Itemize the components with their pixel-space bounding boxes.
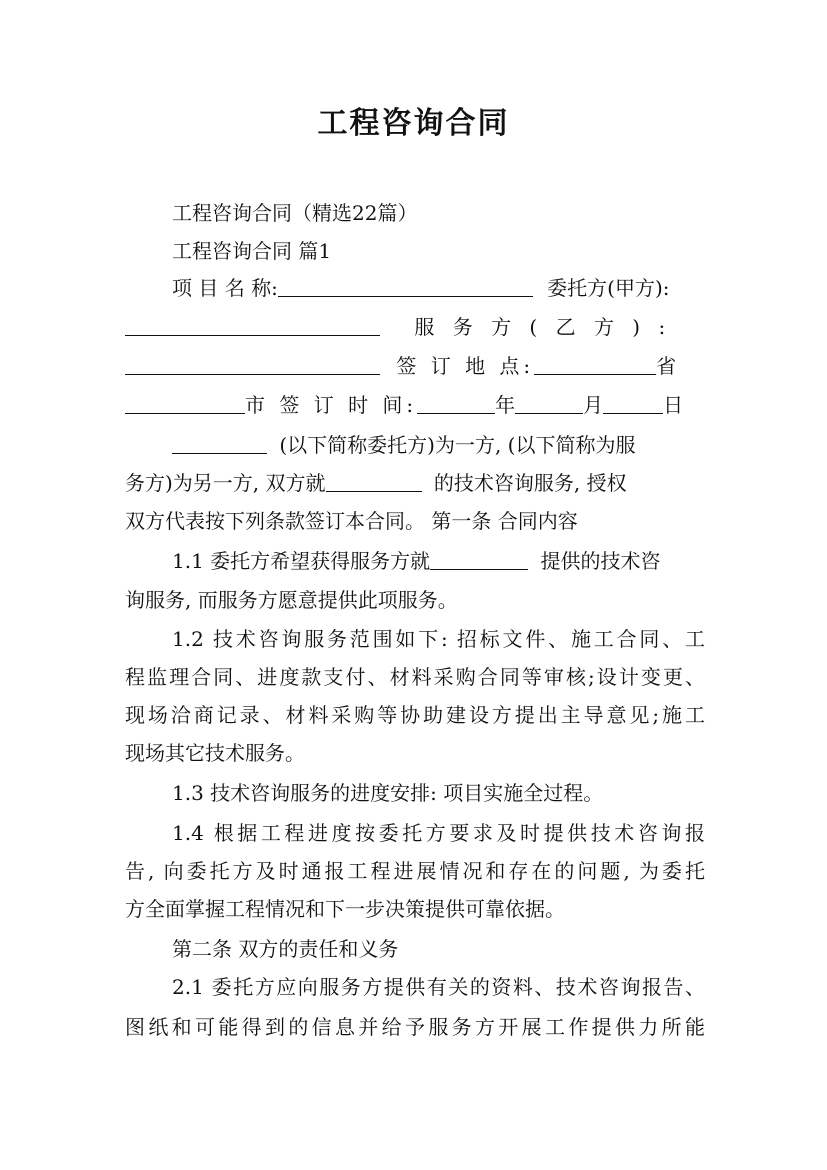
client-label: 委托方(甲方): [547,276,670,300]
clause-2-1-line-1: 2.1 委托方应向服务方提供有关的资料、技术咨询报告、 [172,975,705,999]
intro-line-1-text: (以下简称委托方)为一方, (以下简称为服 [279,433,636,457]
parties-line-1 [172,273,705,303]
clause-1-3: 1.3 技术咨询服务的进度安排: 项目实施全过程。 [172,781,604,805]
clause-1-1-a: 1.1 委托方希望获得服务方就 [172,549,431,573]
intro-line-2-a: 务方)为另一方, 双方就 [125,471,326,495]
intro-line-2 [125,468,705,498]
client-blank[interactable] [125,315,380,336]
clause-1-4-line-2: 告, 向委托方及时通报工程进展情况和存在的问题, 为委托 [125,859,705,883]
project-name-label: 项 目 名 称: [172,276,278,300]
month-blank[interactable] [515,393,583,414]
subtitle: 工程咨询合同（精选22篇） [172,201,418,225]
service-item-blank[interactable] [326,471,422,492]
day-text: 日 [663,393,684,417]
service-blank[interactable] [125,354,380,375]
clause-2-1-line-2: 图纸和可能得到的信息并给予服务方开展工作提供力所能 [125,1015,705,1039]
parties-line-3 [125,351,705,381]
article-2-heading: 第二条 双方的责任和义务 [172,937,399,961]
province-text: 省 [656,354,677,378]
intro-line-1 [172,430,705,460]
province-blank[interactable] [534,354,656,375]
month-text: 月 [583,393,604,417]
intro-line-2-b: 的技术咨询服务, 授权 [433,471,627,495]
document-title: 工程咨询合同 [317,106,510,141]
day-blank[interactable] [603,393,663,414]
project-name-blank[interactable] [278,276,533,297]
clause-1-1-b: 提供的技术咨 [540,549,661,573]
city-sign-time-label: 市 签 订 时 间: [245,393,418,417]
year-text: 年 [495,393,516,417]
clause-1-1-line-2: 询服务, 而服务方愿意提供此项服务。 [125,588,458,612]
clause-1-1-blank[interactable] [430,549,528,570]
parties-line-2 [125,312,705,342]
client-short-blank[interactable] [172,433,267,454]
parties-line-4 [125,390,705,420]
clause-1-4-line-3: 方全面掌握工程情况和下一步决策提供可靠依据。 [125,897,565,921]
intro-line-3: 双方代表按下列条款签订本合同。 第一条 合同内容 [125,509,578,533]
clause-1-4-line-1: 1.4 根据工程进度按委托方要求及时提供技术咨询报 [172,821,705,845]
city-blank[interactable] [125,393,245,414]
clause-1-2-line-3: 现场洽商记录、材料采购等协助建设方提出主导意见;施工 [125,703,705,727]
service-label: 服 务 方 ( 乙 方 ) : [414,315,672,339]
year-blank[interactable] [417,393,495,414]
clause-1-2-line-2: 程监理合同、进度款支付、材料采购合同等审核;设计变更、 [125,665,705,689]
clause-1-1-line-1 [172,546,705,576]
sign-place-label: 签 订 地 点: [396,354,535,378]
clause-1-2-line-4: 现场其它技术服务。 [125,741,305,765]
clause-1-2-line-1: 1.2 技术咨询服务范围如下: 招标文件、施工合同、工 [172,627,705,651]
section-heading: 工程咨询合同 篇1 [172,239,332,263]
